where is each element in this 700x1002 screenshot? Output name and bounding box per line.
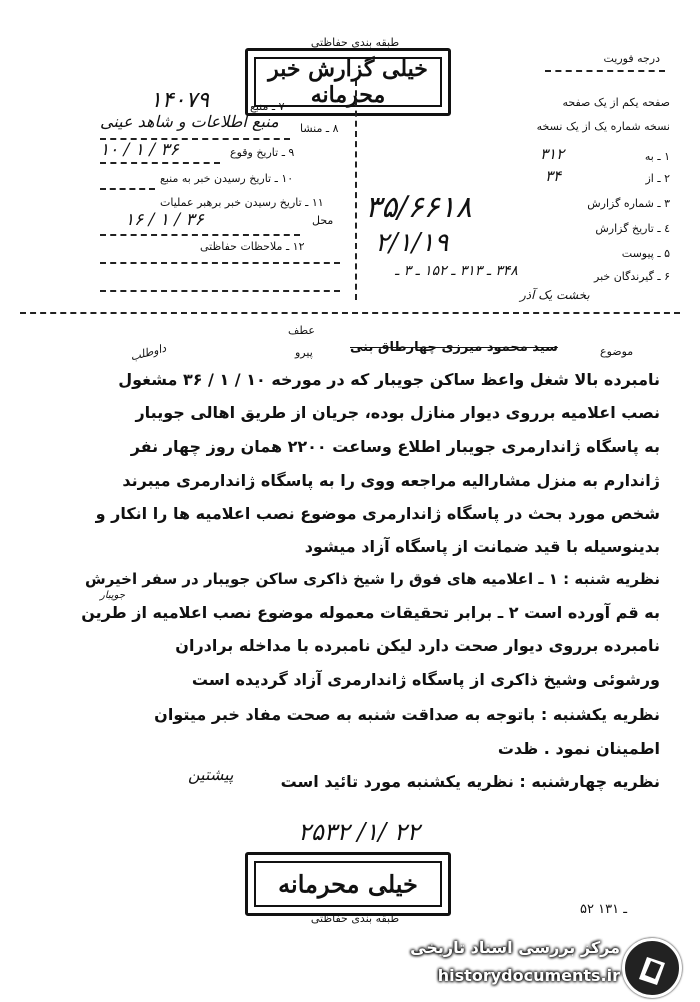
- subject-margin-top: عطف: [288, 324, 315, 337]
- body-line-9: نامبرده برروی دیوار صحت دارد لیکن نامبرده با مداخله برادران: [175, 636, 660, 655]
- subject-value: سید محمود میرزی چهارطاق بنی: [350, 340, 558, 355]
- place-value: ۱۶ / ۱ / ۳۶: [125, 210, 204, 230]
- to-value: ۳۱۲: [540, 145, 565, 163]
- from-label: ۲ ـ از: [645, 172, 670, 185]
- recipients-note: بخشت یک آذر: [520, 288, 590, 302]
- body-line-1: نامبرده بالا شغل واعظ ساکن جویبار که در مورخه ۱۰ / ۱ / ۳۶ مشغول: [118, 370, 660, 389]
- bottom-stamp-text: خیلی محرمانه: [278, 869, 418, 899]
- body-line-7: نظریه شنبه : ۱ ـ اعلامیه های فوق را شیخ ذاکری ساکن جویبار در سفر اخیرش: [85, 570, 660, 588]
- handwritten-report-date: ۲/۱/۱۹: [375, 228, 449, 258]
- form-code: ۵۲ ـ ۱۳۱: [580, 902, 628, 917]
- security-notes-label: ۱۲ ـ ملاحظات حفاظتی: [200, 240, 305, 253]
- recipients-label: ۶ ـ گیرندگان خبر: [594, 270, 670, 283]
- from-value: ۳۴: [545, 167, 562, 185]
- attach-label: ۵ ـ پیوست: [621, 247, 670, 260]
- signature-initials: پیشتین: [188, 765, 234, 784]
- top-stamp-text: خیلی گزارش خبر محرمانه: [268, 56, 428, 108]
- body-annotation: جویبار: [100, 590, 126, 601]
- priority-label: درجه فوریت: [603, 52, 660, 65]
- body-line-12: اطمینان نمود . ظدت: [497, 739, 660, 758]
- body-line-10: ورشوئی وشیخ ذاکری از پاسگاه ژاندارمری آزاد گردیده است: [191, 670, 660, 689]
- receive-date-label: ۱۰ ـ تاریخ رسیدن خبر به منبع: [160, 172, 294, 185]
- body-line-6: بدینوسیله با قید ضمانت از پاسگاه آزاد میشود: [304, 537, 660, 556]
- body-line-5: شخص مورد بحث در پاسگاه ژاندارمری موضوع نصب اعلامیه ها را انکار و: [95, 504, 660, 523]
- watermark-title: مرکز بررسی اسناد تاریخی: [410, 938, 620, 957]
- origin-label: ۸ ـ منشا: [300, 122, 339, 135]
- ref-number: ۱۴۰۷۹: [150, 88, 210, 113]
- subject-annotation: داوطلب: [128, 341, 168, 364]
- subject-label: موضوع: [600, 345, 634, 358]
- body-line-4: ژاندارم به منزل مشارالیه مراجعه ووی را به پاسگاه ژاندارمری میبرند: [122, 471, 660, 490]
- bottom-stamp-label: طبقه بندی حفاظتی: [310, 912, 400, 925]
- recipients-value: ۳۴۸ ـ ۳۱۳ ـ ۱۵۲ ـ ۳ ـ: [395, 263, 518, 279]
- watermark-logo-icon: [622, 938, 682, 998]
- subject-margin-bottom: پیرو: [295, 346, 313, 359]
- place-label: محل: [312, 214, 334, 227]
- body-line-3: به پاسگاه ژاندارمری جویبار اطلاع وساعت ۲۲۰۰ همان روز چهار نفر: [130, 437, 660, 456]
- bottom-date: ۲۵۳۲ /۱/ ۲۲: [298, 818, 420, 846]
- ops-date-label: ۱۱ ـ تاریخ رسیدن خبر برهبر عملیات: [160, 196, 324, 209]
- report-no-label: ۳ ـ شماره گزارش: [587, 197, 670, 210]
- body-line-13: نظریه چهارشنبه : نظریه یکشنبه مورد تائید است: [280, 772, 660, 791]
- source-label: ۷ ـ منبع: [250, 100, 285, 113]
- body-line-11: نظریه یکشنبه : باتوجه به صداقت شنبه به صحت مفاد خبر میتوان: [154, 705, 660, 724]
- copy-line: نسخه شماره یک از یک نسخه: [536, 120, 670, 133]
- watermark: [380, 934, 690, 996]
- body-line-8: به قم آورده است ۲ ـ برابر تحقیقات معموله موضوع نصب اعلامیه از طرین: [81, 603, 660, 622]
- to-label: ۱ ـ به: [644, 150, 670, 163]
- report-date-label: ٤ ـ تاریخ گزارش: [595, 222, 670, 235]
- event-date-value: ۱۰ / ۱ / ۳۶: [100, 140, 179, 160]
- watermark-url: historydocuments.ir: [437, 966, 620, 985]
- event-date-label: ۹ ـ تاریخ وقوع: [230, 146, 295, 159]
- origin-value: منبع اطلاعات و شاهد عینی: [100, 112, 279, 131]
- body-line-2: نصب اعلامیه برروی دیوار منازل بوده، جریان از طریق اهالی جویبار: [135, 403, 660, 422]
- handwritten-report-number: ۳۵/۶۶۱۸: [365, 190, 472, 225]
- top-stamp-label: طبقه بندی حفاظتی: [310, 36, 400, 49]
- bottom-classification-stamp: [245, 852, 451, 916]
- page-line: صفحه یکم از یک صفحه: [562, 96, 670, 109]
